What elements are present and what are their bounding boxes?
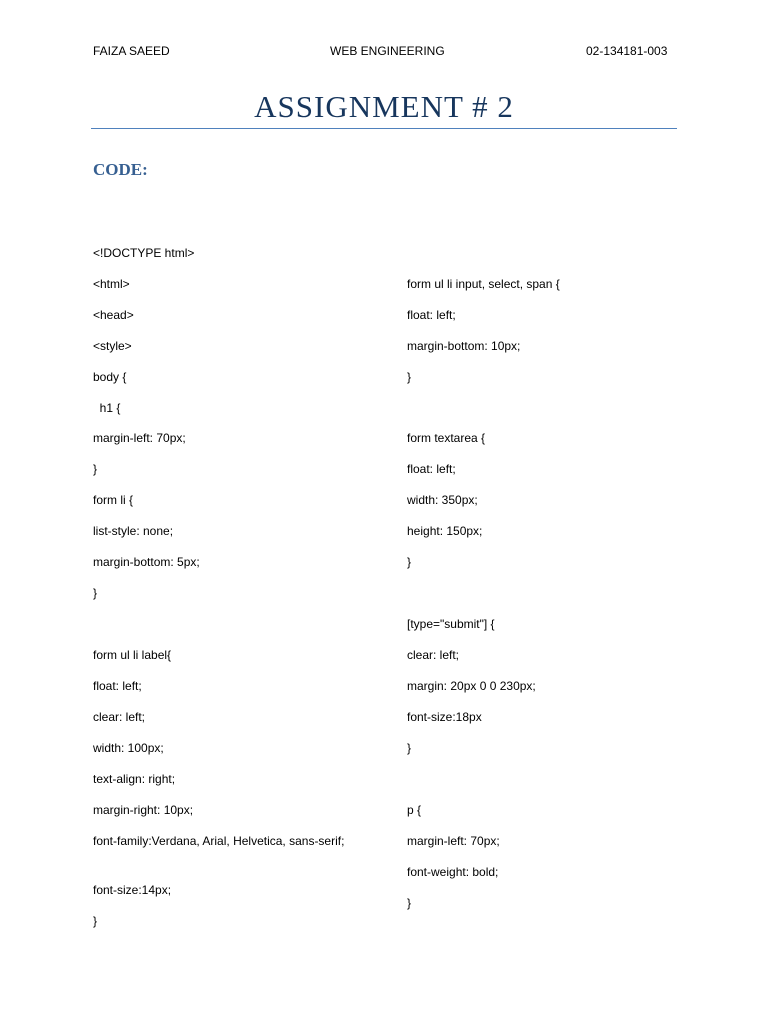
code-line: width: 350px; <box>407 493 478 507</box>
code-line: text-align: right; <box>93 772 176 786</box>
header-student-id: 02-134181-003 <box>586 44 668 58</box>
code-line: height: 150px; <box>407 524 483 538</box>
code-line: p { <box>407 803 422 817</box>
code-line: float: left; <box>407 308 456 322</box>
title-divider <box>91 128 677 129</box>
code-line: <head> <box>93 308 134 322</box>
section-heading: CODE: <box>93 160 148 179</box>
header-author: FAIZA SAEED <box>93 44 170 58</box>
code-line: } <box>407 896 412 910</box>
code-line: form textarea { <box>407 431 486 445</box>
code-line: font-size:14px; <box>93 883 172 897</box>
code-line: font-size:18px <box>407 710 482 724</box>
header-course: WEB ENGINEERING <box>330 44 445 58</box>
code-line: clear: left; <box>93 710 146 724</box>
code-line: } <box>407 370 412 384</box>
code-line: float: left; <box>93 679 142 693</box>
code-line: clear: left; <box>407 648 460 662</box>
code-line: [type="submit"] { <box>407 617 495 631</box>
code-line: body { <box>93 370 127 384</box>
code-line: font-family:Verdana, Arial, Helvetica, sans-serif; <box>93 834 345 848</box>
code-line: width: 100px; <box>93 741 164 755</box>
code-line: margin-bottom: 10px; <box>407 339 521 353</box>
code-line: margin-right: 10px; <box>93 803 194 817</box>
code-line: h1 { <box>93 401 121 415</box>
code-line: float: left; <box>407 462 456 476</box>
code-line: margin-left: 70px; <box>93 431 186 445</box>
code-line: margin-bottom: 5px; <box>93 555 200 569</box>
code-line: list-style: none; <box>93 524 174 538</box>
code-line: } <box>407 741 412 755</box>
code-line: margin-left: 70px; <box>407 834 500 848</box>
code-line: } <box>93 914 98 928</box>
code-line: form ul li input, select, span { <box>407 277 560 291</box>
code-line: margin: 20px 0 0 230px; <box>407 679 536 693</box>
code-line: <style> <box>93 339 132 353</box>
code-line: } <box>93 462 98 476</box>
code-line: } <box>407 555 412 569</box>
code-line: form li { <box>93 493 134 507</box>
page-title: ASSIGNMENT # 2 <box>254 89 514 124</box>
code-line: } <box>93 586 98 600</box>
code-line: <!DOCTYPE html> <box>93 246 195 260</box>
code-line: form ul li label{ <box>93 648 172 662</box>
code-line: <html> <box>93 277 130 291</box>
code-line: font-weight: bold; <box>407 865 499 879</box>
